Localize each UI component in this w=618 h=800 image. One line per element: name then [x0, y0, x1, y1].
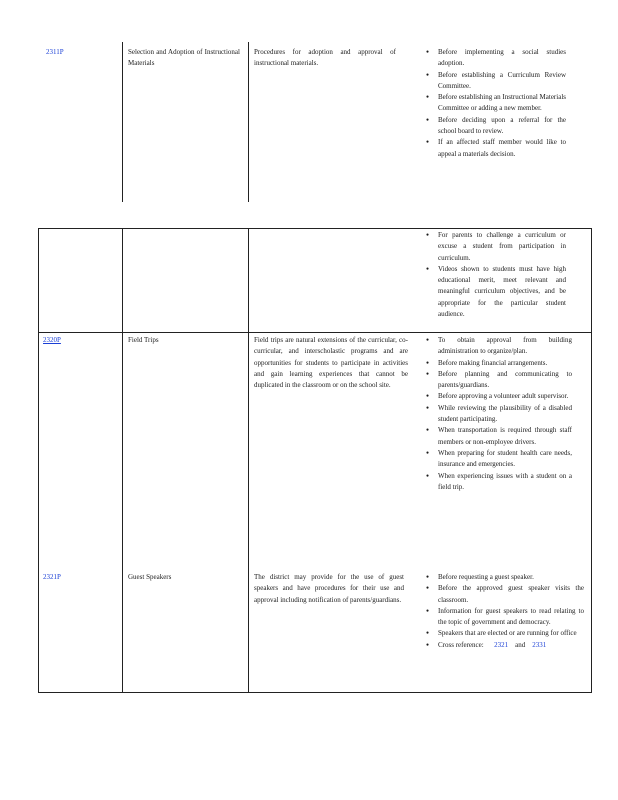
bullet-item: ● When experiencing issues with a student on a field trip.: [426, 471, 572, 494]
bullet-item: ● Before approving a volunteer adult supervisor.: [426, 391, 572, 402]
bullet-item: ● Before establishing an Instructional Materials Committee or adding a new member.: [426, 92, 566, 115]
column-divider: [122, 229, 123, 692]
cross-reference-item: [426, 640, 584, 651]
bullet-item: ● For parents to challenge a curriculum or excuse a student from participation in curriculum.: [426, 230, 566, 264]
policy-description: Procedures for adoption and approval of instructional materials.: [254, 48, 396, 68]
bullet-item: ● Before establishing a Curriculum Review Committee.: [426, 70, 566, 93]
cross-reference-link[interactable]: 2331: [532, 640, 547, 649]
policy-code-link[interactable]: 2320P: [43, 336, 61, 344]
bullet-item: ● If an affected staff member would like to appeal a materials decision.: [426, 137, 566, 160]
bullet-item: ● Before planning and communicating to parents/guardians.: [426, 369, 572, 392]
bullet-item: ● While reviewing the plausibility of a disabled student participating.: [426, 403, 572, 426]
bullet-item: ● Before deciding upon a referral for the school board to review.: [426, 115, 566, 138]
bullet-list: [426, 47, 566, 160]
policy-code-link[interactable]: 2321P: [43, 573, 61, 581]
bullet-item: ● Before making financial arrangements.: [426, 358, 572, 369]
bullet-list: [426, 572, 584, 651]
bullet-list: [426, 335, 572, 493]
bullet-list: [426, 230, 566, 320]
policy-title: Selection and Adoption of Instructional Materials: [128, 48, 240, 68]
policy-title: Field Trips: [128, 336, 159, 344]
bullet-item: ● Videos shown to students must have high educational merit, meet relevant and meaningful curriculum objectives, and be appropriate for the particular student audience.: [426, 264, 566, 320]
cross-reference-label: Cross reference:: [438, 640, 484, 649]
policy-table-bottom: [38, 228, 592, 693]
bullet-item: ● Speakers that are elected or are running for office: [426, 628, 584, 639]
table-border-right: [591, 229, 592, 692]
bullet-item: ● To obtain approval from building administration to organize/plan.: [426, 335, 572, 358]
bullet-item: ● Before implementing a social studies adoption.: [426, 47, 566, 70]
row-divider: [38, 332, 592, 333]
column-divider: [248, 229, 249, 692]
policy-description: Field trips are natural extensions of the curricular, co-curricular, and interscholastic programs and are opportunities for students to participate in activities and gain learning experiences that cannot be duplicated in the classroom or on the school site.: [254, 336, 408, 390]
policy-title: Guest Speakers: [128, 573, 172, 581]
table-border-left: [38, 229, 39, 692]
cross-reference-link[interactable]: 2321: [494, 640, 509, 649]
bullet-item: ● Before the approved guest speaker visits the classroom.: [426, 583, 584, 606]
bullet-item: ● When preparing for student health care needs, insurance and emergencies.: [426, 448, 572, 471]
cross-reference-conjunction: and: [515, 640, 526, 649]
bullet-item: ● Before requesting a guest speaker.: [426, 572, 584, 583]
policy-table-top: [38, 42, 592, 202]
policy-description: The district may provide for the use of guest speakers and have procedures for their use and approval including notification of parents/guardians.: [254, 573, 404, 604]
bullet-item: ● When transportation is required through staff members or non-employee drivers.: [426, 425, 572, 448]
column-divider: [248, 42, 249, 202]
column-divider: [122, 42, 123, 202]
bullet-item: ● Information for guest speakers to read relating to the topic of government and democracy.: [426, 606, 584, 629]
policy-code-link[interactable]: 2311P: [46, 48, 64, 56]
